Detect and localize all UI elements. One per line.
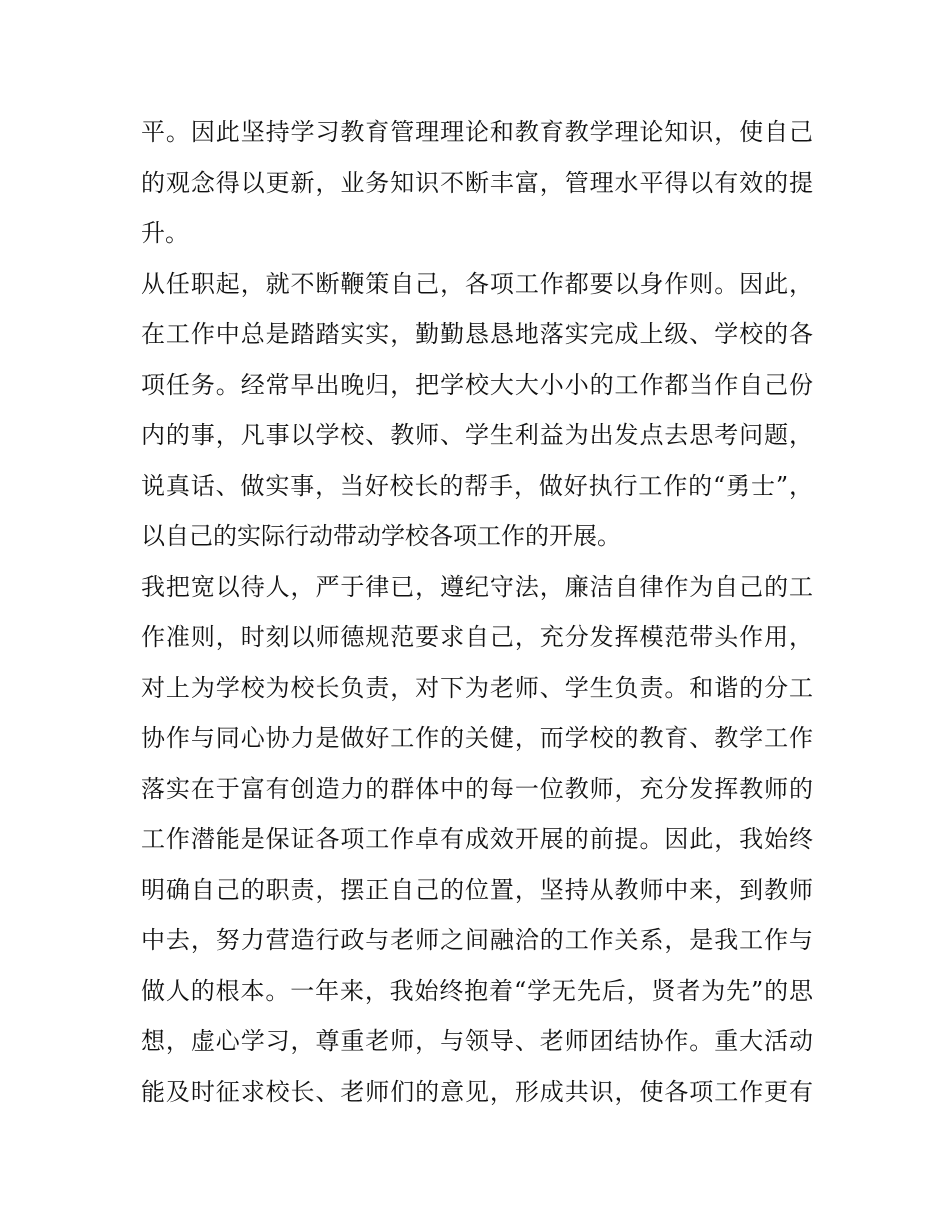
text-line: 从任职起，就不断鞭策自己，各项工作都要以身作则。因此，	[141, 269, 813, 298]
text-line: 明确自己的职责，摆正自己的位置，坚持从教师中来，到教师	[141, 875, 813, 904]
text-line: 能及时征求校长、老师们的意见，形成共识，使各项工作更有	[141, 1077, 813, 1106]
text-line: 升。	[141, 219, 189, 247]
text-line: 中去，努力营造行政与老师之间融洽的工作关系，是我工作与	[141, 926, 813, 954]
text-line: 的观念得以更新，业务知识不断丰富，管理水平得以有效的提	[141, 168, 813, 197]
text-line: 作准则，时刻以师德规范要求自己，充分发挥模范带头作用，	[141, 623, 813, 651]
text-line: 在工作中总是踏踏实实，勤勤恳恳地落实完成上级、学校的各	[141, 320, 813, 348]
text-line: 项任务。经常早出晚归，把学校大大小小的工作都当作自己份	[141, 370, 813, 399]
body-text	[141, 107, 813, 1117]
text-line: 对上为学校为校长负责，对下为老师、学生负责。和谐的分工	[141, 673, 813, 702]
text-line: 工作潜能是保证各项工作卓有成效开展的前提。因此，我始终	[141, 825, 813, 853]
text-line: 协作与同心协力是做好工作的关健，而学校的教育、教学工作	[141, 724, 813, 752]
text-line: 我把宽以待人，严于律已，遵纪守法，廉洁自律作为自己的工	[141, 572, 813, 601]
text-line: 落实在于富有创造力的群体中的每一位教师，充分发挥教师的	[141, 774, 813, 803]
text-line: 平。因此坚持学习教育管理理论和教育教学理论知识，使自己	[141, 118, 813, 146]
text-line: 做人的根本。一年来，我始终抱着“学无先后，贤者为先”的思	[141, 976, 813, 1005]
text-line: 想，虚心学习，尊重老师，与领导、老师团结协作。重大活动	[141, 1027, 813, 1055]
text-line: 内的事，凡事以学校、教师、学生利益为出发点去思考问题，	[141, 421, 813, 449]
text-line: 说真话、做实事，当好校长的帮手，做好执行工作的“勇士”，	[141, 471, 813, 500]
text-line: 以自己的实际行动带动学校各项工作的开展。	[141, 522, 621, 550]
